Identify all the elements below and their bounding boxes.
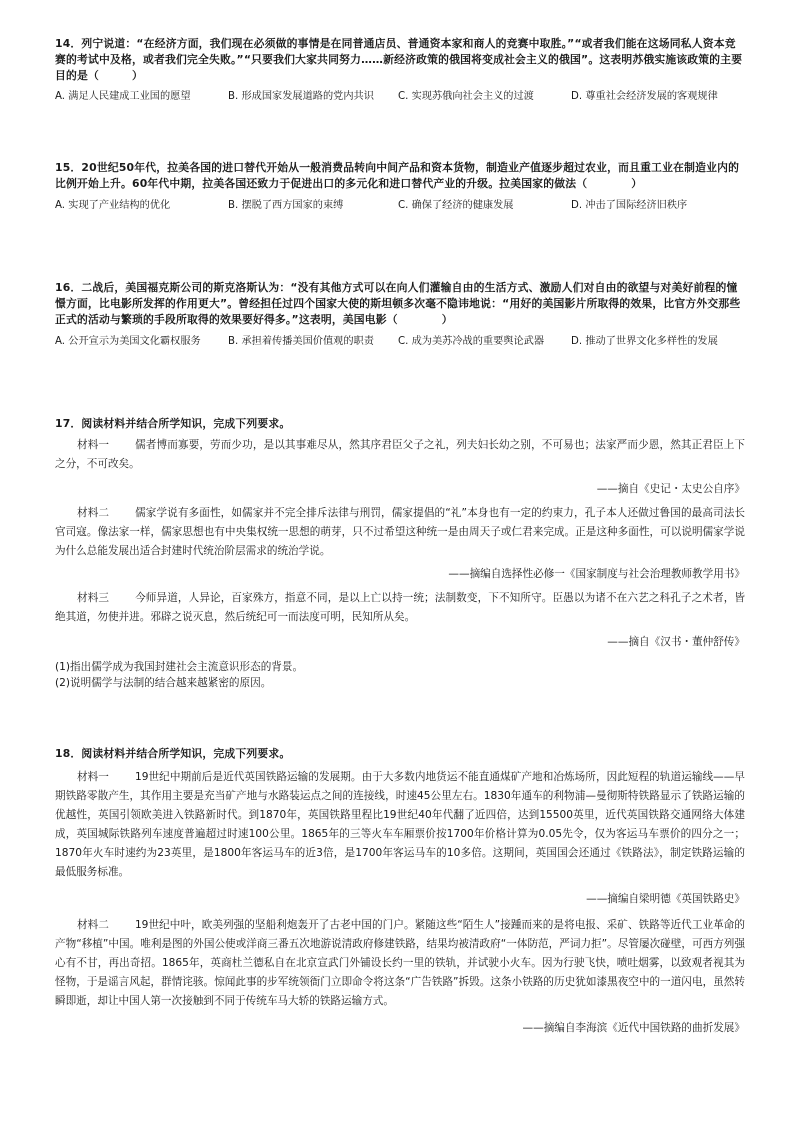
question-15-stem: 15．20世纪50年代，拉美各国的进口替代开始从一般消费品转向中间产品和资本货物，制造业产值逐步超过农业，而且重工业在制造业内的比例开始上升。60年代中期，拉美各国还致力于促进出口的多元化和进口替代产业的升级。拉美国家的做法（ ） [55,161,740,190]
option-d[interactable]: D. 推动了世界文化多样性的发展 [571,336,718,347]
option-c[interactable]: C. 确保了经济的健康发展 [398,200,514,211]
option-a[interactable]: A. 满足人民建成工业国的愿望 [55,91,191,102]
material-1 [55,436,745,474]
material-source: ——摘编自李海滨《近代中国铁路的曲折发展》 [522,1022,745,1034]
option-b[interactable]: B. 摆脱了西方国家的束缚 [228,200,344,211]
material-text: 儒者博而寡要，劳而少功，是以其事难尽从，然其序君臣父子之礼，列夫妇长幼之别，不可易也；法家严而少恩，然其正君臣上下之分，不可改矣。 [55,439,745,470]
material-source: ——摘自《汉书・董仲舒传》 [607,636,745,648]
sub-question-2: (2)说明儒学与法制的结合越来越紧密的原因。 [55,677,272,689]
material-source: ——摘编自梁明德《英国铁路史》 [586,893,745,905]
material-source: ——摘自《史记・太史公自序》 [596,483,745,495]
material-text: 儒家学说有多面性，如儒家并不完全排斥法律与刑罚，儒家提倡的“礼”本身也有一定的约束力，孔子本人还做过鲁国的最高司法长官司寇。像法家一样，儒家思想也有中央集权统一思想的萌芽，只不过希望这种统一是由周天子或仁君来完成。正是这种多面性，可以说明儒家学说为什么总能发展出适合封建时代统治阶层需求的统治学说。 [55,507,746,557]
option-d[interactable]: D. 尊重社会经济发展的客观规律 [571,91,718,102]
material-text: 今师异道，人异论，百家殊方，指意不同，是以上亡以持一统；法制数变，下不知所守。臣愚以为诸不在六艺之科孔子之术者，皆绝其道，勿使并进。邪辟之说灭息，然后统纪可一而法度可明，民知所从矣。 [55,592,745,623]
question-14 [55,36,745,123]
question-17-title: 17．阅读材料并结合所学知识，完成下列要求。 [55,417,291,430]
option-c[interactable]: C. 成为美苏冷战的重要舆论武器 [398,336,545,347]
question-17 [55,416,745,691]
material-label: 材料一 [77,439,110,451]
question-16 [55,280,745,368]
question-15 [55,160,745,216]
question-15-options [55,198,745,216]
option-a[interactable]: A. 公开宣示为美国文化霸权服务 [55,336,201,347]
question-18-title: 18．阅读材料并结合所学知识，完成下列要求。 [55,747,291,760]
material-label: 材料二 [77,507,110,519]
question-14-stem: 14．列宁说道：“在经济方面，我们现在必须做的事情是在同普通店员、普通资本家和商人的竞赛中取胜。”“或者我们能在这场同私人资本竞赛的考试中及格，或者我们完全失败。”“只要我们大家共同努力……新经济政策的俄国将变成社会主义的俄国”。这表明苏俄实施该政策的主要目的是（ ） [55,37,743,82]
material-2 [55,916,745,1011]
material-text: 19世纪中期前后是近代英国铁路运输的发展期。由于大多数内地货运不能直通煤矿产地和冶炼场所，因此短程的轨道运输线——早期铁路零散产生，其作用主要是充当矿产地与水路装运点之间的连接线，时速45公里左右。1830年通车的利物浦—曼彻斯特铁路显示了铁路运输的优越性，英国引领欧美进入铁路新时代。到1870年，英国铁路里程比19世纪40年代翻了近四倍，达到15500英里，近代英国铁路交通网络大体建成，英国城际铁路列车速度普遍超过时速100公里。1865年的三等火车车厢票价按1700年价格计算为0.05先令，仅为客运马车票价的四分之一；1870年火车时速约为23英里，是1800年客运马车的近3倍，是1700年客运马车的10多倍。这期间，英国国会还通过《铁路法》，制定铁路运输的最低服务标准。 [55,771,745,878]
material-source: ——摘编自选择性必修一《国家制度与社会治理教师教学用书》 [448,568,745,580]
material-3 [55,589,745,627]
option-a[interactable]: A. 实现了产业结构的优化 [55,200,171,211]
material-1 [55,768,745,882]
material-text: 19世纪中叶，欧美列强的坚船利炮轰开了古老中国的门户。紧随这些“陌生人”接踵而来的是将电报、采矿、铁路等近代工业革命的产物“移植”中国。唯利是图的外国公使或洋商三番五次地游说清政府修建铁路，结果均被清政府“一体防范，严词力拒”。尽管屡次碰壁，可西方列强心有不甘，再出奇招。1865年，英商杜兰德私自在北京宣武门外铺设长约一里的铁轨，并试驶小火车。因为行驶飞快，喷吐烟雾，以致观者视其为怪物，于是谣言风起，群情诧骇。惊闻此事的步军统领衙门立即命令将这条“广告铁路”拆毁。这条小铁路的历史犹如漆黑夜空中的一道闪电，虽然转瞬即逝，却让中国人第一次接触到不同于传统车马大轿的铁路运输方式。 [55,919,745,1007]
option-b[interactable]: B. 承担着传播美国价值观的职责 [228,336,374,347]
question-16-options [55,334,745,368]
option-c[interactable]: C. 实现苏俄向社会主义的过渡 [398,91,534,102]
question-14-options [55,89,745,123]
option-d[interactable]: D. 冲击了国际经济旧秩序 [571,200,688,211]
option-b[interactable]: B. 形成国家发展道路的党内共识 [228,91,374,102]
question-18 [55,746,745,1037]
material-label: 材料二 [77,919,109,931]
material-label: 材料一 [77,771,109,783]
material-label: 材料三 [77,592,110,604]
sub-question-1: (1)指出儒学成为我国封建社会主流意识形态的背景。 [55,661,304,673]
material-2 [55,504,745,561]
question-16-stem: 16．二战后，美国福克斯公司的斯克洛斯认为：“没有其他方式可以在向人们灌输自由的生活方式、激励人们对自由的欲望与对美好前程的憧憬方面，比电影所发挥的作用更大”。曾经担任过四个国家大使的斯坦顿多次毫不隐讳地说：“用好的美国影片所取得的效果，比官方外交那些正式的活动与繁琐的手段所取得的效果要好得多。”这表明，美国电影（ ） [55,281,741,326]
